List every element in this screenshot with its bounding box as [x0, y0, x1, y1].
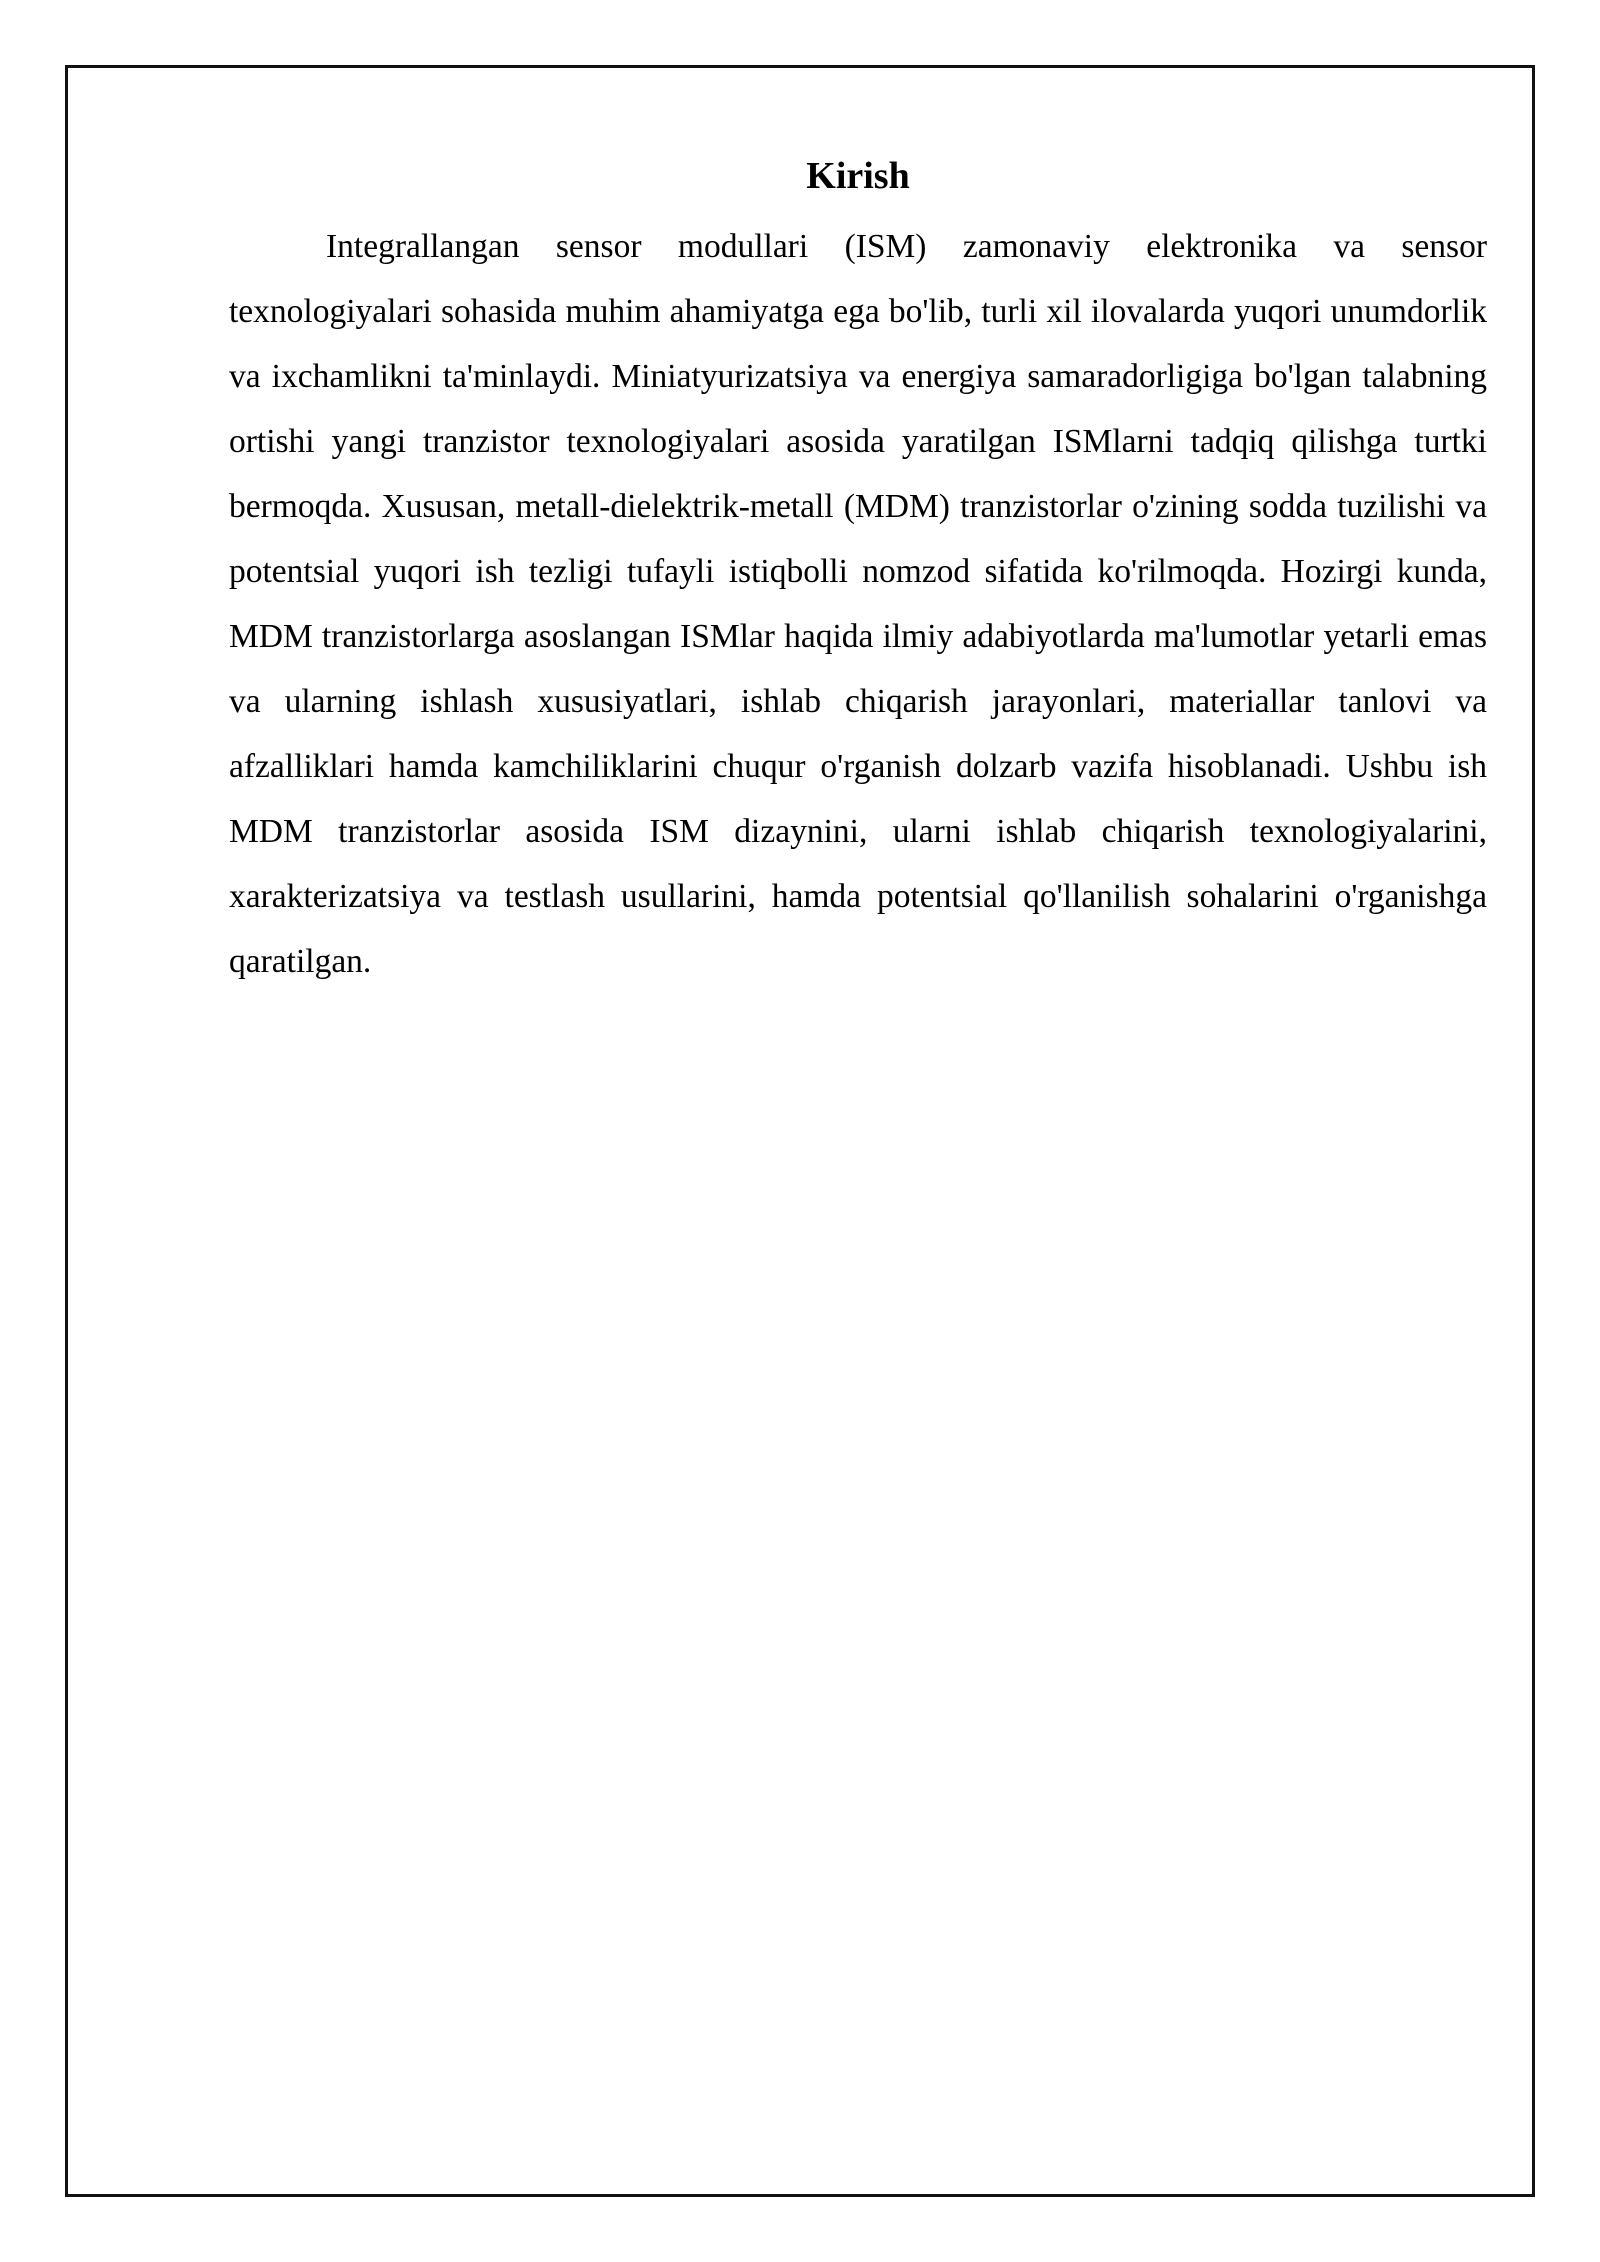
document-content	[229, 150, 1487, 994]
intro-paragraph: Integrallangan sensor modullari (ISM) zamonaviy elektronika va sensor texnologiyalari sohasida muhim ahamiyatga ega bo'lib, turli xil ilovalarda yuqori unumdorlik va ixchamlikni ta'minlaydi. Miniatyurizatsiya va energiya samaradorligiga bo'lgan talabning ortishi yangi tranzistor texnologiyalari asosida yaratilgan ISMlarni tadqiq qilishga turtki bermoqda. Xususan, metall-dielektrik-metall (MDM) tranzistorlar o'zining sodda tuzilishi va potentsial yuqori ish tezligi tufayli istiqbolli nomzod sifatida ko'rilmoqda. Hozirgi kunda, MDM tranzistorlarga asoslangan ISMlar haqida ilmiy adabiyotlarda ma'lumotlar yetarli emas va ularning ishlash xususiyatlari, ishlab chiqarish jarayonlari, materiallar tanlovi va afzalliklari hamda kamchiliklarini chuqur o'rganish dolzarb vazifa hisoblanadi. Ushbu ish MDM tranzistorlar asosida ISM dizaynini, ularni ishlab chiqarish texnologiyalarini, xarakterizatsiya va testlash usullarini, hamda potentsial qo'llanilish sohalarini o'rganishga qaratilgan.	[229, 228, 1487, 980]
section-title: Kirish	[806, 155, 910, 197]
